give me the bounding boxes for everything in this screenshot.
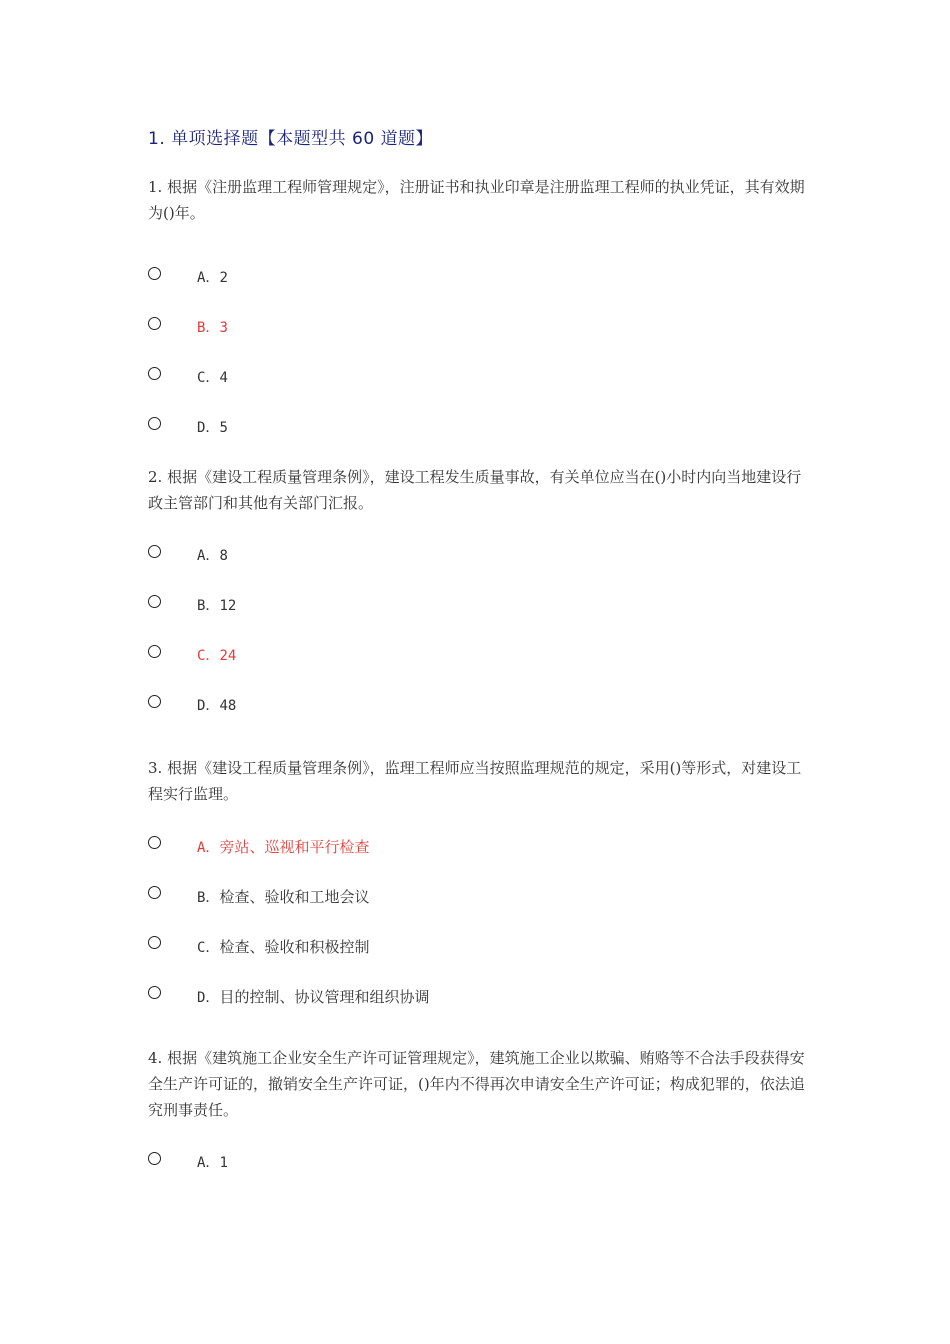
option-label-correct: A．旁站、巡视和平行检查 — [197, 838, 370, 856]
option-c[interactable] — [148, 936, 808, 986]
question-stem: 4. 根据《建筑施工企业安全生产许可证管理规定》，建筑施工企业以欺骗、贿赂等不合法手段获得安全生产许可证的，撤销安全生产许可证，()年内不得再次申请安全生产许可证；构成犯罪的，依法追究刑事责任。 — [148, 1049, 805, 1119]
question-1 — [148, 174, 808, 467]
radio-button[interactable] — [148, 986, 161, 999]
option-label: B．检查、验收和工地会议 — [197, 888, 370, 906]
option-d[interactable] — [148, 417, 808, 467]
radio-button[interactable] — [148, 317, 161, 330]
section-title: 1. 单项选择题【本题型共 60 道题】 — [148, 129, 434, 149]
option-label: B．12 — [197, 598, 237, 614]
radio-button[interactable] — [148, 595, 161, 608]
option-list — [148, 545, 808, 745]
option-list — [148, 267, 808, 467]
radio-button[interactable] — [148, 1152, 161, 1165]
option-label: D．目的控制、协议管理和组织协调 — [197, 988, 430, 1006]
option-label: C．4 — [197, 370, 228, 386]
radio-button[interactable] — [148, 417, 161, 430]
question-stem: 1. 根据《注册监理工程师管理规定》，注册证书和执业印章是注册监理工程师的执业凭证，其有效期为()年。 — [148, 178, 805, 222]
option-label: D．48 — [197, 698, 237, 714]
option-label: A．1 — [197, 1155, 228, 1171]
option-a[interactable] — [148, 545, 808, 595]
question-stem: 2. 根据《建设工程质量管理条例》，建设工程发生质量事故，有关单位应当在()小时内向当地建设行政主管部门和其他有关部门汇报。 — [148, 468, 802, 512]
option-b[interactable] — [148, 595, 808, 645]
option-list — [148, 1152, 808, 1202]
option-label: A．8 — [197, 548, 228, 564]
question-stem: 3. 根据《建设工程质量管理条例》，监理工程师应当按照监理规范的规定，采用()等形式，对建设工程实行监理。 — [148, 759, 802, 803]
option-label: D．5 — [197, 420, 228, 436]
option-label: A．2 — [197, 270, 228, 286]
radio-button[interactable] — [148, 367, 161, 380]
radio-button[interactable] — [148, 886, 161, 899]
option-a[interactable] — [148, 1152, 808, 1202]
radio-button[interactable] — [148, 645, 161, 658]
option-b[interactable] — [148, 317, 808, 367]
radio-button[interactable] — [148, 267, 161, 280]
radio-button[interactable] — [148, 695, 161, 708]
radio-button[interactable] — [148, 936, 161, 949]
option-b[interactable] — [148, 886, 808, 936]
option-label: C．检查、验收和积极控制 — [197, 938, 370, 956]
option-d[interactable] — [148, 695, 808, 745]
question-2 — [148, 464, 808, 745]
question-4 — [148, 1045, 808, 1202]
radio-button[interactable] — [148, 836, 161, 849]
option-c[interactable] — [148, 367, 808, 417]
option-c[interactable] — [148, 645, 808, 695]
option-label-correct: B．3 — [197, 320, 228, 336]
option-label-correct: C．24 — [197, 648, 237, 664]
radio-button[interactable] — [148, 545, 161, 558]
option-list — [148, 836, 808, 1036]
option-d[interactable] — [148, 986, 808, 1036]
option-a[interactable] — [148, 836, 808, 886]
question-3 — [148, 755, 808, 1036]
option-a[interactable] — [148, 267, 808, 317]
